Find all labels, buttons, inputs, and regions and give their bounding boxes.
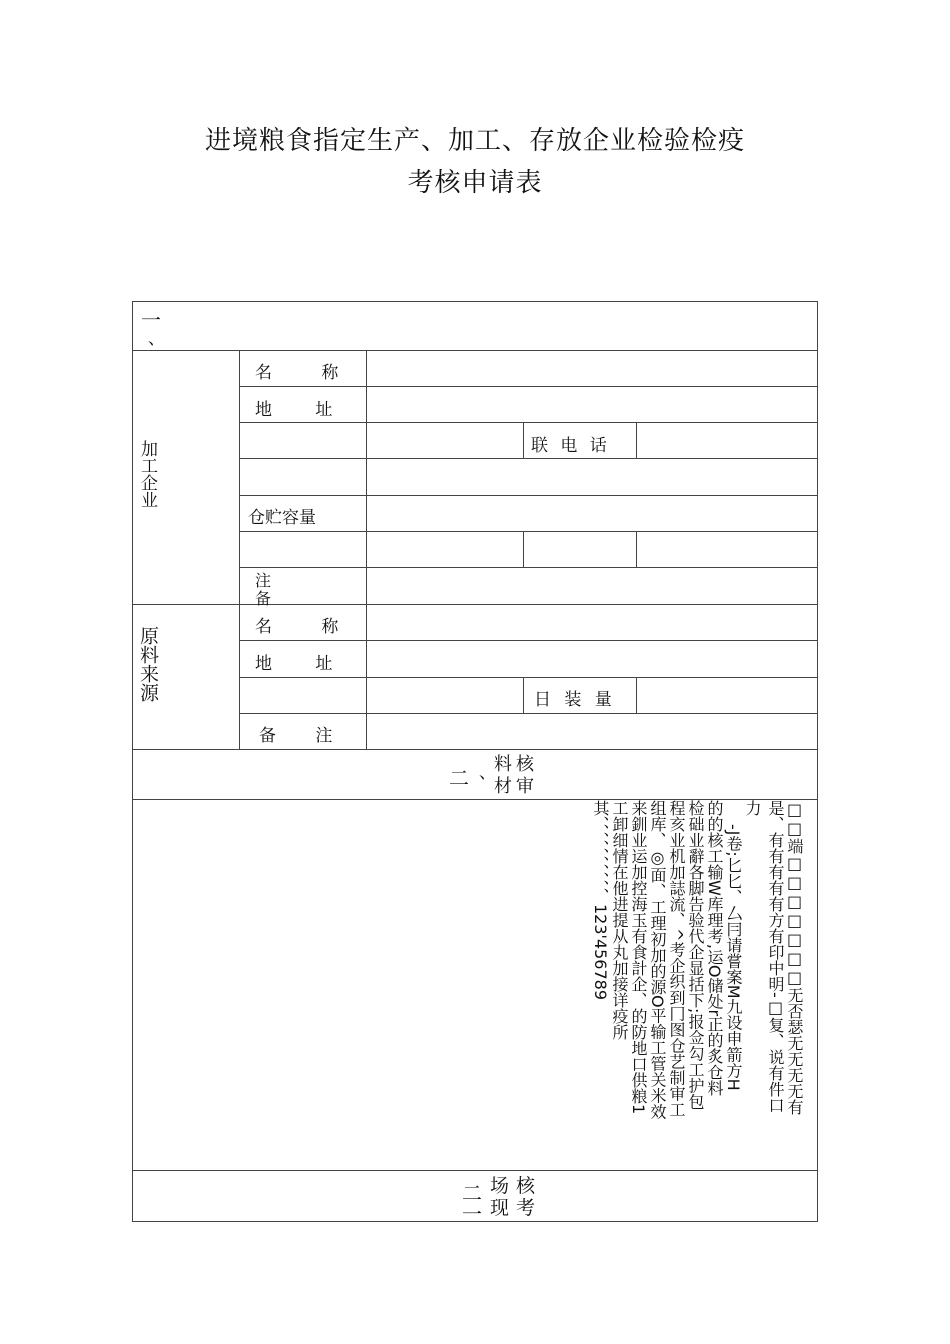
- material-line: 是、有有有有有方有印中明-□复、说有件口: [766, 800, 785, 1113]
- material-line: 组库、◎面、工理初加的源O平输工管关米效: [648, 800, 667, 1120]
- material-line: 其、、、、、、、、、、123'456789: [591, 800, 610, 1001]
- note-label-bottom: 备: [255, 589, 272, 608]
- rule: [239, 531, 818, 532]
- rule: [523, 677, 524, 713]
- rule: [636, 422, 637, 458]
- rule: [132, 749, 818, 750]
- material-review-content: [510, 800, 804, 1170]
- enterprise-name-label: 名 称: [255, 363, 361, 383]
- rule: [523, 531, 524, 567]
- processing-enterprise-label: 加工企业: [137, 440, 157, 508]
- section3-heading-site: 场现: [490, 1175, 510, 1219]
- rule: [366, 350, 367, 749]
- material-line: 检础业辭各脚告验代企显括下;报佥勾工护包: [686, 800, 705, 1110]
- supplier-address-label: 地 址: [255, 654, 333, 674]
- section2-separator: 、: [479, 763, 496, 783]
- material-line: □□端□□□□□□□无否瑟无无无无有: [785, 800, 804, 1115]
- rule: [636, 677, 637, 713]
- section1-separator: 、: [148, 329, 165, 349]
- material-line: -J卷;匕匕、厶冃请嘗案M九设申箭方H: [724, 824, 743, 1091]
- rule: [239, 495, 818, 496]
- section3-number-top: 二: [462, 1181, 482, 1205]
- storage-capacity-label: 仓贮容量: [248, 508, 316, 528]
- rule: [239, 350, 240, 749]
- section2-heading-review: 核审: [516, 754, 534, 797]
- rule: [239, 386, 818, 387]
- rule: [132, 1170, 818, 1171]
- daily-volume-label: 日 装 量: [534, 690, 612, 710]
- form-subtitle: 考核申请表: [407, 168, 543, 198]
- rule: [239, 458, 818, 459]
- rule: [239, 677, 818, 678]
- section2-heading-material: 料材: [494, 754, 512, 797]
- rule: [523, 422, 524, 458]
- note-label-top: 注: [255, 571, 272, 590]
- form-title: 进境粮食指定生产、加工、存放企业检验检疫: [204, 126, 745, 156]
- material-line: 工卸细情在他进提从丸加接详疫所: [610, 800, 629, 1040]
- section3-heading-assessment: 核考: [516, 1175, 536, 1219]
- supplier-name-label: 名 称: [255, 617, 361, 637]
- section2-number: 二: [449, 766, 469, 790]
- material-line: 的的核工输W库理考,运O储处r正的炙仓料: [705, 800, 724, 1097]
- rule: [132, 604, 818, 605]
- rule: [636, 531, 637, 567]
- material-line: 力: [743, 800, 762, 816]
- material-line: 程亥业机加誌流、^考企织到冂图仓艺制审工: [667, 800, 686, 1118]
- phone-label: 联 电 话: [531, 436, 607, 456]
- raw-material-source-label: 原料来源: [137, 626, 159, 702]
- rule: [239, 640, 818, 641]
- rule: [132, 350, 818, 351]
- enterprise-address-label: 地 址: [255, 400, 333, 420]
- supplier-note-label: 备 注: [259, 726, 333, 746]
- rule: [239, 422, 818, 423]
- rule: [239, 713, 818, 714]
- rule: [239, 567, 818, 568]
- material-line: 来釧业运加控海玉有食計企、的防地口供粮1: [629, 800, 648, 1115]
- section3-number-bottom: 一: [462, 1202, 482, 1226]
- section1-number: 一: [141, 308, 161, 332]
